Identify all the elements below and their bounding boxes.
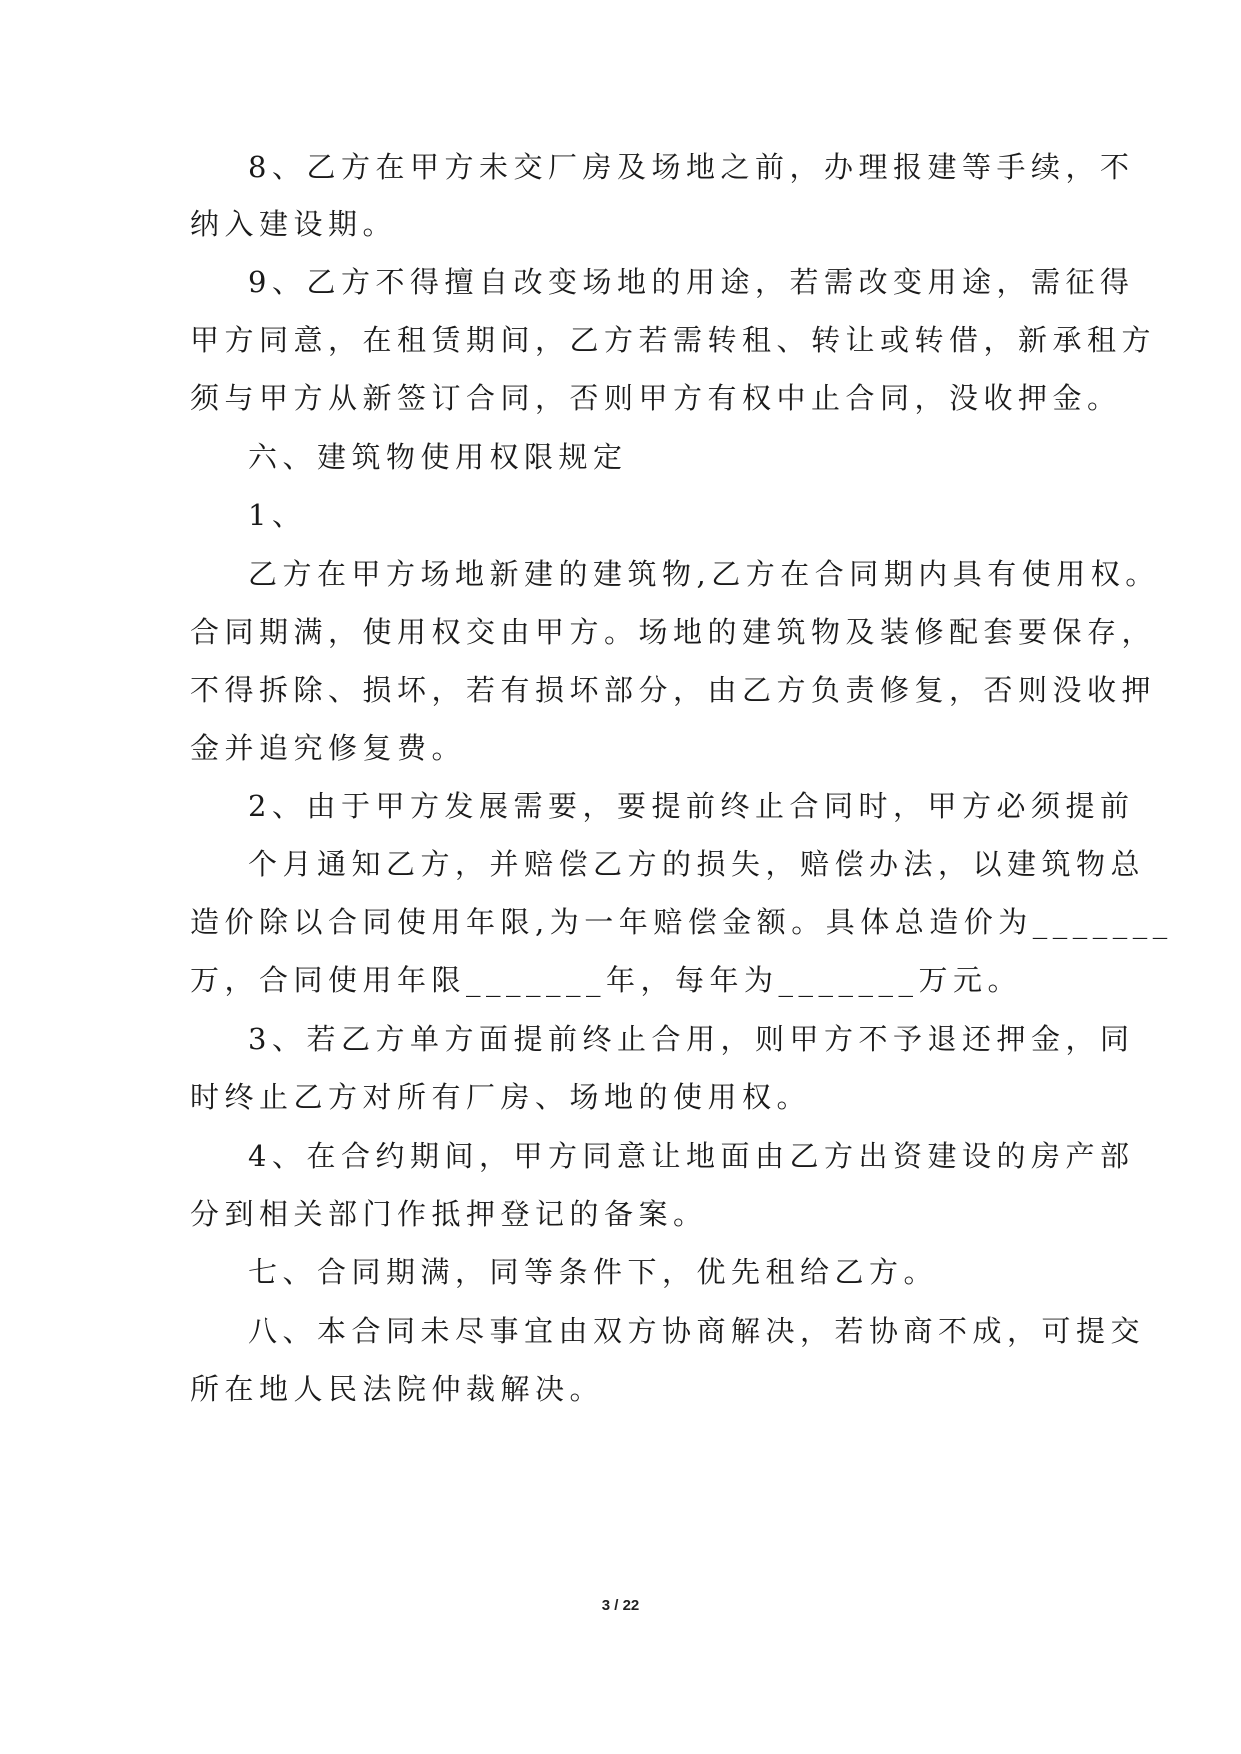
text-line: 万，合同使用年限_______年，每年为_______万元。 [190, 963, 1023, 997]
section-heading: 七、合同期满，同等条件下，优先租给乙方。 [248, 1255, 939, 1289]
text-line: 纳入建设期。 [190, 207, 398, 241]
text-line: 3、若乙方单方面提前终止合用，则甲方不予退还押金，同 [248, 1022, 1135, 1056]
text-line: 个月通知乙方，并赔偿乙方的损失，赔偿办法，以建筑物总 [248, 847, 1146, 881]
text-line: 须与甲方从新签订合同，否则甲方有权中止合同，没收押金。 [190, 381, 1122, 415]
text-line: 分到相关部门作抵押登记的备案。 [190, 1197, 708, 1231]
text-line: 乙方在甲方场地新建的建筑物,乙方在合同期内具有使用权。 [248, 557, 1160, 591]
text-line: 甲方同意，在租赁期间，乙方若需转租、转让或转借，新承租方 [190, 323, 1157, 357]
text-line: 所在地人民法院仲裁解决。 [190, 1372, 605, 1406]
text-line: 8、乙方在甲方未交厂房及场地之前，办理报建等手续，不 [248, 150, 1135, 184]
text-line: 9、乙方不得擅自改变场地的用途，若需改变用途，需征得 [248, 265, 1135, 299]
text-line: 时终止乙方对所有厂房、场地的使用权。 [190, 1080, 812, 1114]
text-line: 4、在合约期间，甲方同意让地面由乙方出资建设的房产部 [248, 1139, 1135, 1173]
text-line: 造价除以合同使用年限,为一年赔偿金额。具体总造价为_______ [190, 905, 1173, 939]
text-line: 2、由于甲方发展需要，要提前终止合同时，甲方必须提前 [248, 789, 1135, 823]
text-line: 1、 [248, 498, 307, 532]
text-line: 合同期满，使用权交由甲方。场地的建筑物及装修配套要保存， [190, 615, 1157, 649]
text-line: 金并追究修复费。 [190, 731, 467, 765]
page-number: 3 / 22 [601, 1597, 640, 1614]
section-heading: 八、本合同未尽事宜由双方协商解决，若协商不成，可提交 [248, 1314, 1146, 1348]
text-line: 不得拆除、损坏，若有损坏部分，由乙方负责修复，否则没收押 [190, 673, 1157, 707]
section-heading: 六、建筑物使用权限规定 [248, 440, 628, 474]
